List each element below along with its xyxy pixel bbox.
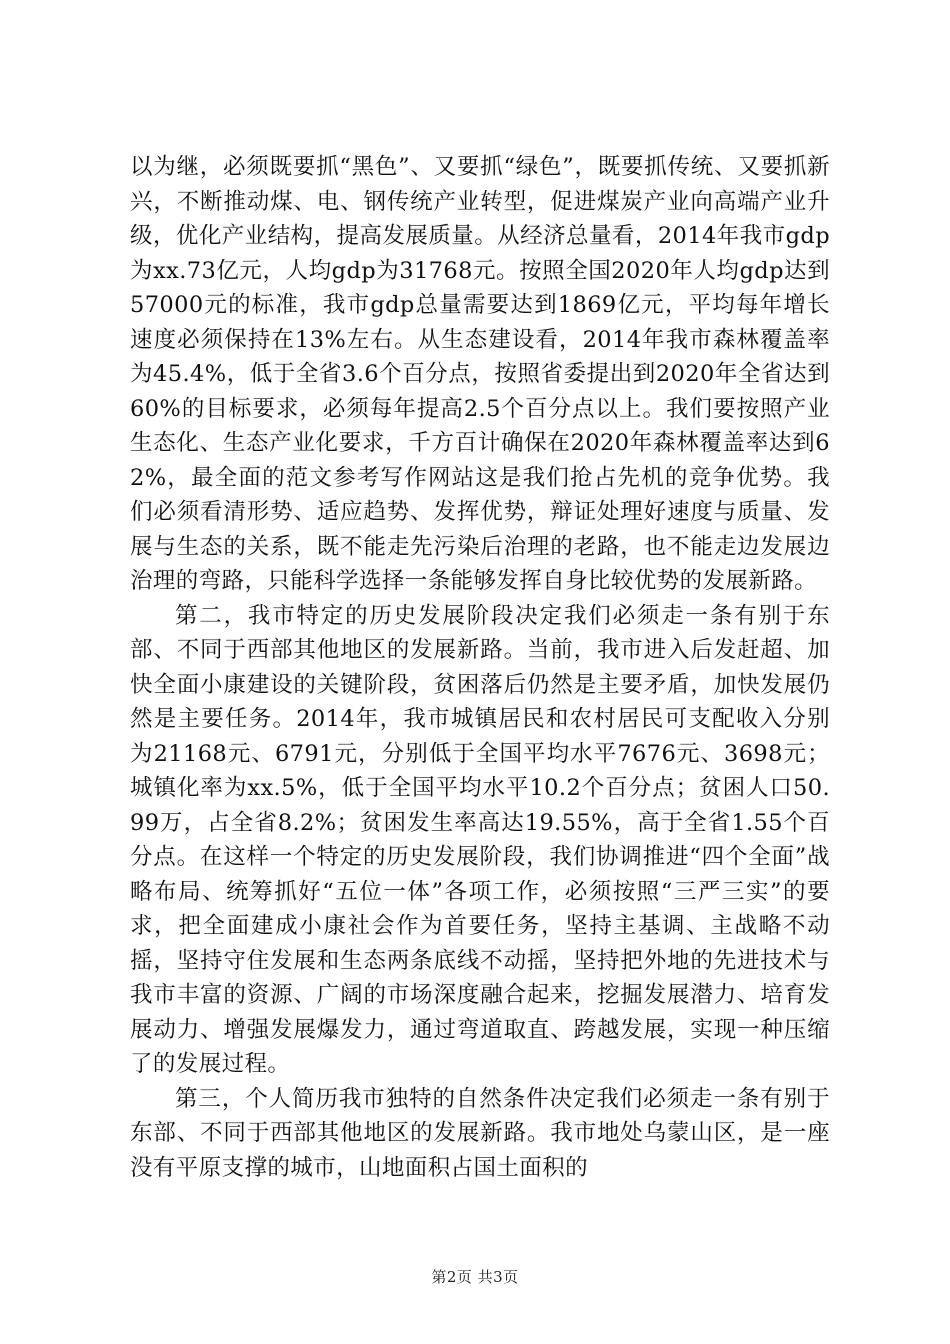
document-body <box>130 150 830 1185</box>
paragraph-continuation: 以为继，必须既要抓“黑色”、又要抓“绿色”，既要抓传统、又要抓新兴，不断推动煤、电、钢传统产业转型，促进煤炭产业向高端产业升级，优化产业结构，提高发展质量。从经济总量看，2014年我市gdp为xx.73亿元，人均gdp为31768元。按照全国2020年人均gdp达到57000元的标准，我市gdp总量需要达到1869亿元，平均每年增长速度必须保持在13%左右。从生态建设看，2014年我市森林覆盖率为45.4%，低于全省3.6个百分点，按照省委提出到2020年全省达到60%的目标要求，必须每年提高2.5个百分点以上。我们要按照产业生态化、生态产业化要求，千方百计确保在2020年森林覆盖率达到62%，最全面的范文参考写作网站这是我们抢占先机的竞争优势。我们必须看清形势、适应趋势、发挥优势，辩证处理好速度与质量、发展与生态的关系，既不能走先污染后治理的老路，也不能走边发展边治理的弯路，只能科学选择一条能够发挥自身比较优势的发展新路。 <box>130 154 830 594</box>
page-number-footer: 第2页 共3页 <box>431 1268 519 1286</box>
paragraph-second-point: 第二，我市特定的历史发展阶段决定我们必须走一条有别于东部、不同于西部其他地区的发展新路。当前，我市进入后发赶超、加快全面小康建设的关键阶段，贫困落后仍然是主要矛盾，加快发展仍然是主要任务。2014年，我市城镇居民和农村居民可支配收入分别为21168元、6791元，分别低于全国平均水平7676元、3698元；城镇化率为xx.5%，低于全国平均水平10.2个百分点；贫困人口50.99万，占全省8.2%；贫困发生率高达19.55%，高于全省1.55个百分点。在这样一个特定的历史发展阶段，我们协调推进“四个全面”战略布局、统筹抓好“五位一体”各项工作，必须按照“三严三实”的要求，把全面建成小康社会作为首要任务，坚持主基调、主战略不动摇，坚持守住发展和生态两条底线不动摇，坚持把外地的先进技术与我市丰富的资源、广阔的市场深度融合起来，挖掘发展潜力、培育发展动力、增强发展爆发力，通过弯道取直、跨越发展，实现一种压缩了的发展过程。 <box>130 602 830 1077</box>
paragraph-third-point: 第三，个人简历我市独特的自然条件决定我们必须走一条有别于东部、不同于西部其他地区的发展新路。我市地处乌蒙山区，是一座没有平原支撑的城市，山地面积占国土面积的 <box>130 1085 830 1181</box>
